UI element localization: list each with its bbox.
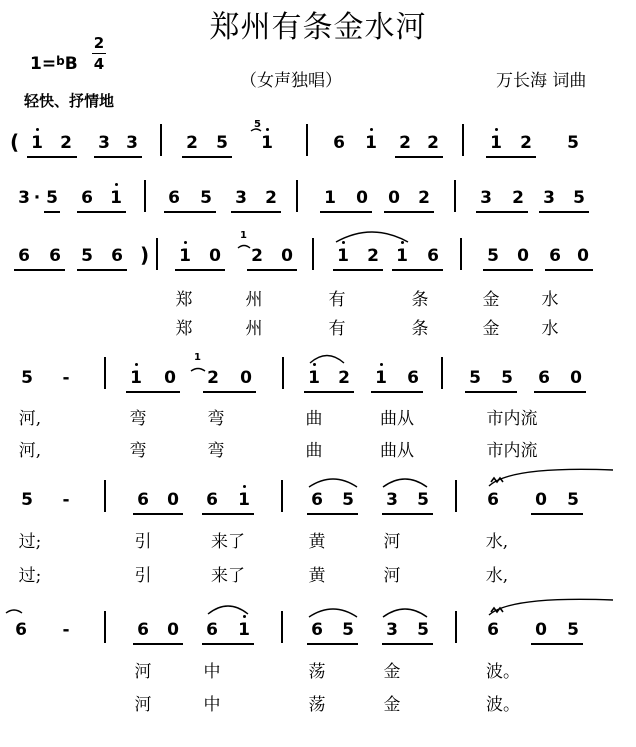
- lyric: 弯: [129, 441, 147, 461]
- grace-note: 5: [254, 119, 261, 130]
- slur: [383, 609, 427, 617]
- note: 0: [577, 246, 589, 266]
- lyric: 河: [134, 695, 152, 715]
- note: 0: [535, 490, 547, 510]
- note: 0: [356, 188, 368, 208]
- lyric: 河,: [18, 441, 42, 461]
- high-dot: [313, 363, 316, 366]
- note: 0: [517, 246, 529, 266]
- lyric: 州: [245, 319, 263, 339]
- lyric: 引: [134, 566, 152, 586]
- underline: [203, 391, 256, 393]
- underline: [476, 211, 528, 213]
- bar-line: [462, 124, 464, 156]
- lyric: 过;: [18, 532, 42, 552]
- mordent: [491, 478, 503, 482]
- lyric: 金: [482, 290, 500, 310]
- bar-line: [156, 238, 158, 270]
- note: 6: [15, 620, 27, 640]
- lyric: 水,: [485, 566, 509, 586]
- underline: [486, 156, 536, 158]
- note: 2: [512, 188, 524, 208]
- lyric: 市内流: [486, 409, 538, 429]
- bar-line: [460, 238, 462, 270]
- lyric: 黄: [308, 566, 326, 586]
- high-dot: [370, 128, 373, 131]
- note: 0: [281, 246, 293, 266]
- high-dot: [36, 128, 39, 131]
- note: 0: [240, 368, 252, 388]
- high-dot: [184, 241, 187, 244]
- high-dot: [135, 363, 138, 366]
- lyric: 曲从: [380, 409, 414, 429]
- note: 6: [111, 246, 123, 266]
- underline: [182, 156, 232, 158]
- note: 6: [137, 620, 149, 640]
- bar-line: [282, 357, 284, 389]
- note: 3: [126, 133, 138, 153]
- note: 6: [18, 246, 30, 266]
- note: 3: [386, 490, 398, 510]
- note: 5: [21, 368, 33, 388]
- lyric: 金: [482, 319, 500, 339]
- lyric: 市内流: [486, 441, 538, 461]
- note: 5: [501, 368, 513, 388]
- note: 3: [480, 188, 492, 208]
- note: 6: [311, 490, 323, 510]
- underline: [175, 269, 225, 271]
- time-signature-bottom: 4: [93, 55, 105, 73]
- tie: [489, 469, 613, 486]
- note: 2: [338, 368, 350, 388]
- note: 1: [324, 188, 336, 208]
- underline: [395, 156, 443, 158]
- lyric: 条: [411, 290, 429, 310]
- performance-note: （女声独唱）: [240, 71, 342, 91]
- note: 2: [520, 133, 532, 153]
- lyric: 州: [245, 290, 263, 310]
- note: 1: [31, 133, 43, 153]
- underline: [202, 513, 254, 515]
- note: 6: [549, 246, 561, 266]
- note: 6: [81, 188, 93, 208]
- note: 0: [209, 246, 221, 266]
- note: 2: [367, 246, 379, 266]
- lyric: 荡: [308, 695, 326, 715]
- note: 5: [216, 133, 228, 153]
- tempo-marking: 轻快、抒情地: [24, 92, 115, 110]
- key-note: B: [64, 54, 78, 74]
- dash: -: [62, 490, 70, 510]
- key-signature: [30, 54, 78, 74]
- underline: [202, 643, 254, 645]
- time-signature: [92, 36, 106, 71]
- underline: [382, 513, 433, 515]
- underline: [307, 643, 358, 645]
- note: 6: [427, 246, 439, 266]
- bar-line: [160, 124, 162, 156]
- note: 1: [110, 188, 122, 208]
- lyric: 中: [203, 662, 221, 682]
- high-dot: [380, 363, 383, 366]
- note: 5: [342, 490, 354, 510]
- note: 5: [417, 490, 429, 510]
- note: 5: [573, 188, 585, 208]
- lyric: 郑: [175, 290, 193, 310]
- lyric: 波。: [486, 695, 520, 715]
- lyric: 河: [134, 662, 152, 682]
- lyric: 河: [383, 532, 401, 552]
- key-tonic: 1: [30, 54, 42, 74]
- note: 5: [567, 133, 579, 153]
- lyric: 来了: [211, 566, 245, 586]
- song-title: 郑州有条金水河: [209, 10, 427, 45]
- note: 2: [427, 133, 439, 153]
- high-dot: [115, 183, 118, 186]
- bar-line: [144, 180, 146, 212]
- note: 2: [60, 133, 72, 153]
- note: 1: [238, 620, 250, 640]
- high-dot: [243, 485, 246, 488]
- underline: [126, 391, 180, 393]
- grace-slur: [191, 369, 205, 372]
- bar-line: [104, 480, 106, 512]
- lyric: 水: [541, 319, 559, 339]
- note: 6: [49, 246, 61, 266]
- note: 6: [487, 490, 499, 510]
- underline: [333, 269, 383, 271]
- high-dot: [342, 241, 345, 244]
- close-paren: ): [140, 243, 150, 267]
- slur: [309, 479, 357, 487]
- note: 6: [168, 188, 180, 208]
- note: 3: [543, 188, 555, 208]
- note: 1: [261, 133, 273, 153]
- lyric: 黄: [308, 532, 326, 552]
- bar-line: [281, 480, 283, 512]
- time-signature-line: [92, 53, 106, 54]
- tie-continuation: [6, 610, 22, 613]
- underline: [382, 643, 433, 645]
- note: 6: [333, 133, 345, 153]
- note: 2: [207, 368, 219, 388]
- note: 5: [81, 246, 93, 266]
- note: 5: [567, 490, 579, 510]
- credit: 万长海 词曲: [496, 71, 587, 91]
- bar-line: [312, 238, 314, 270]
- lyric: 金: [383, 695, 401, 715]
- bar-line: [455, 480, 457, 512]
- note: 5: [469, 368, 481, 388]
- slur: [208, 606, 248, 614]
- note: 5: [342, 620, 354, 640]
- note: 0: [164, 368, 176, 388]
- flat-sign: b: [56, 54, 65, 68]
- note: 0: [167, 490, 179, 510]
- note: 1: [308, 368, 320, 388]
- note: 6: [311, 620, 323, 640]
- underline: [465, 391, 517, 393]
- lyric: 引: [134, 532, 152, 552]
- dash: -: [62, 368, 70, 388]
- note: 5: [567, 620, 579, 640]
- note: 3: [18, 188, 30, 208]
- high-dot: [401, 241, 404, 244]
- grace-note: 1: [194, 352, 201, 363]
- note: 5: [46, 188, 58, 208]
- underline: [14, 269, 65, 271]
- dotted-note-mark: ·: [33, 188, 41, 208]
- note: 1: [130, 368, 142, 388]
- underline: [392, 269, 443, 271]
- lyric: 河,: [18, 409, 42, 429]
- underline: [320, 211, 372, 213]
- underline: [77, 211, 126, 213]
- lyric: 有: [328, 290, 346, 310]
- note: 0: [167, 620, 179, 640]
- mordent: [491, 608, 503, 612]
- note: 2: [265, 188, 277, 208]
- note: 0: [570, 368, 582, 388]
- note: 5: [417, 620, 429, 640]
- lyric: 金: [383, 662, 401, 682]
- grace-note: 1: [240, 230, 247, 241]
- underline: [539, 211, 589, 213]
- lyric: 弯: [207, 441, 225, 461]
- note: 1: [179, 246, 191, 266]
- note: 6: [206, 620, 218, 640]
- bar-line: [441, 357, 443, 389]
- underline: [534, 391, 586, 393]
- note: 5: [21, 490, 33, 510]
- note: 1: [396, 246, 408, 266]
- underline: [531, 643, 583, 645]
- note: 0: [535, 620, 547, 640]
- note: 2: [399, 133, 411, 153]
- time-signature-top: 2: [93, 34, 105, 52]
- lyric: 曲从: [380, 441, 414, 461]
- lyric: 来了: [211, 532, 245, 552]
- note: 6: [487, 620, 499, 640]
- note: 3: [98, 133, 110, 153]
- slur: [336, 232, 408, 242]
- note: 1: [337, 246, 349, 266]
- underline: [384, 211, 434, 213]
- note: 6: [407, 368, 419, 388]
- lyric: 弯: [207, 409, 225, 429]
- slur: [383, 479, 427, 487]
- lyric: 河: [383, 566, 401, 586]
- lyric: 条: [411, 319, 429, 339]
- high-dot: [266, 128, 269, 131]
- underline: [371, 391, 423, 393]
- lyric: 过;: [18, 566, 42, 586]
- note: 3: [386, 620, 398, 640]
- key-equals: =: [41, 54, 57, 74]
- lyric: 荡: [308, 662, 326, 682]
- underline: [231, 211, 281, 213]
- bar-line: [455, 611, 457, 643]
- high-dot: [243, 615, 246, 618]
- lyric: 波。: [486, 662, 520, 682]
- underline: [44, 211, 60, 213]
- note: 2: [418, 188, 430, 208]
- note: 5: [487, 246, 499, 266]
- bar-line: [104, 357, 106, 389]
- lyric: 曲: [305, 409, 323, 429]
- underline: [164, 211, 216, 213]
- bar-line: [306, 124, 308, 156]
- lyric: 曲: [305, 441, 323, 461]
- underline: [483, 269, 533, 271]
- note: 1: [365, 133, 377, 153]
- underline: [133, 513, 183, 515]
- underline: [545, 269, 593, 271]
- underline: [247, 269, 297, 271]
- note: 1: [490, 133, 502, 153]
- underline: [307, 513, 358, 515]
- bar-line: [296, 180, 298, 212]
- open-paren: (: [10, 130, 20, 154]
- grace-slur: [238, 246, 250, 249]
- lyric: 弯: [129, 409, 147, 429]
- lyric: 郑: [175, 319, 193, 339]
- note: 2: [251, 246, 263, 266]
- lyric: 有: [328, 319, 346, 339]
- underline: [531, 513, 583, 515]
- bar-line: [104, 611, 106, 643]
- bar-line: [281, 611, 283, 643]
- underline: [304, 391, 354, 393]
- underline: [94, 156, 142, 158]
- note: 6: [206, 490, 218, 510]
- underline: [77, 269, 127, 271]
- note: 3: [235, 188, 247, 208]
- lyric: 水,: [485, 532, 509, 552]
- slur: [309, 609, 357, 617]
- note: 1: [375, 368, 387, 388]
- note: 1: [238, 490, 250, 510]
- slur: [310, 356, 344, 364]
- note: 6: [137, 490, 149, 510]
- note: 6: [538, 368, 550, 388]
- note: 0: [388, 188, 400, 208]
- high-dot: [495, 128, 498, 131]
- note: 2: [186, 133, 198, 153]
- underline: [133, 643, 183, 645]
- dash: -: [62, 620, 70, 640]
- underline: [27, 156, 77, 158]
- lyric: 中: [203, 695, 221, 715]
- tie: [489, 599, 613, 615]
- lyric: 水: [541, 290, 559, 310]
- bar-line: [454, 180, 456, 212]
- note: 5: [200, 188, 212, 208]
